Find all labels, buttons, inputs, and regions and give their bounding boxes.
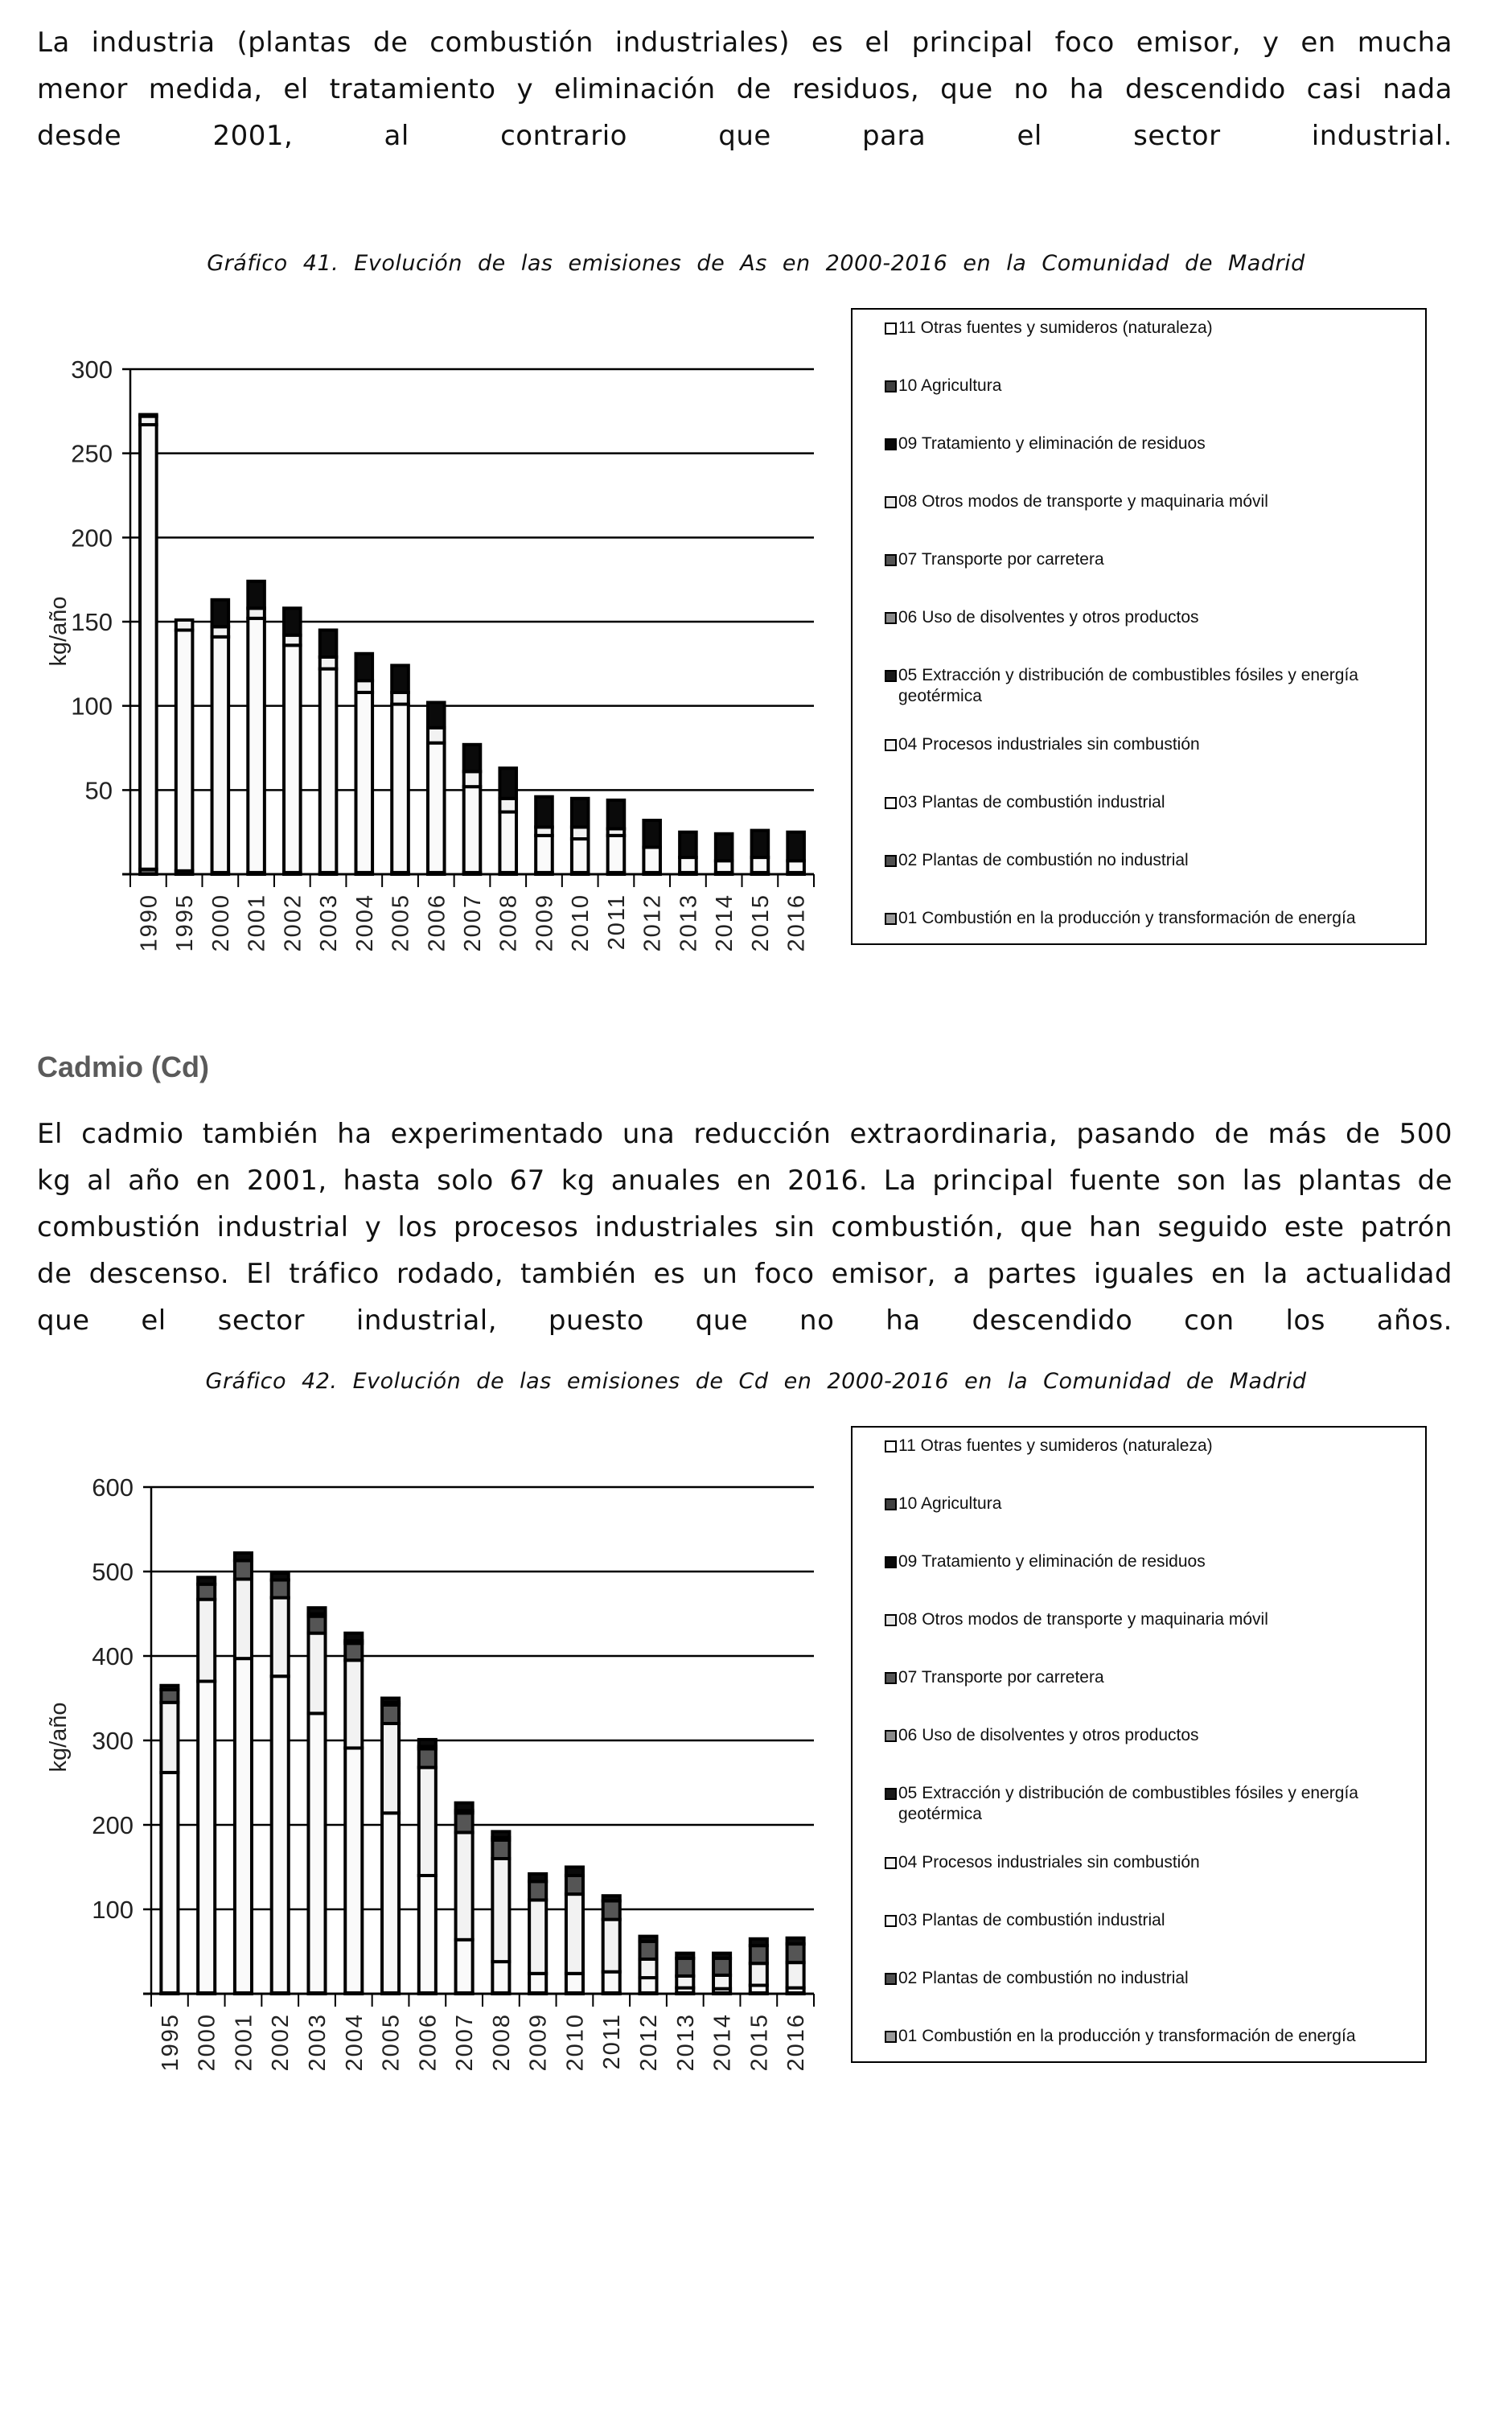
legend-label: 07 Transporte por carretera xyxy=(898,550,1104,569)
x-tick-label: 1990 xyxy=(136,894,162,952)
x-tick-label: 2003 xyxy=(316,894,343,952)
x-tick-label: 2007 xyxy=(460,894,486,952)
x-tick-label: 2012 xyxy=(639,894,666,952)
legend-label: 06 Uso de disolventes y otros productos xyxy=(898,608,1199,627)
x-tick-label: 2016 xyxy=(783,2013,810,2072)
y-tick-label: 300 xyxy=(92,1727,134,1755)
legend-item xyxy=(885,1667,1409,1688)
bar-2015 xyxy=(750,1939,767,1994)
legend-swatch-icon xyxy=(885,1915,897,1927)
legend-swatch-icon xyxy=(885,2031,897,2043)
legend-swatch-icon xyxy=(885,1788,897,1800)
bar-2007 xyxy=(456,1803,473,1994)
bar-2009 xyxy=(529,1874,546,1994)
chart-41-caption: Gráfico 41. Evolución de las emisiones de As en 2000-2016 en la Comunidad de Madrid xyxy=(207,251,1305,276)
y-tick-label: 50 xyxy=(84,776,113,805)
bar-2005 xyxy=(382,1699,399,1995)
legend-item xyxy=(885,1551,1409,1572)
x-tick-label: 2014 xyxy=(709,2013,736,2072)
legend-swatch-icon xyxy=(885,1857,897,1869)
bar-1995 xyxy=(161,1686,178,1994)
legend-item xyxy=(885,2026,1409,2047)
y-tick-label: 600 xyxy=(92,1473,134,1502)
legend-label: 01 Combustión en la producción y transformación de energía xyxy=(898,909,1356,927)
x-tick-label: 2007 xyxy=(452,2013,479,2072)
legend-label: 01 Combustión en la producción y transformación de energía xyxy=(898,2027,1356,2045)
x-tick-label: 2002 xyxy=(280,894,306,952)
bar-2000 xyxy=(198,1577,215,1994)
legend-label: 03 Plantas de combustión industrial xyxy=(898,793,1165,811)
x-tick-label: 2004 xyxy=(351,894,378,952)
legend-label: 10 Agricultura xyxy=(898,1494,1002,1513)
bar-2006 xyxy=(419,1740,436,1994)
legend-item xyxy=(885,1968,1409,1989)
chart-42-caption: Gráfico 42. Evolución de las emisiones de Cd en 2000-2016 en la Comunidad de Madrid xyxy=(205,1369,1307,1394)
bar-2003 xyxy=(308,1608,325,1994)
y-tick-label: 200 xyxy=(92,1811,134,1839)
x-tick-label: 1995 xyxy=(172,894,199,952)
x-tick-label: 2014 xyxy=(712,894,738,952)
bar-2012 xyxy=(639,1937,656,1994)
legend-label: 05 Extracción y distribución de combustibles fósiles y energía geotérmica xyxy=(898,1784,1358,1823)
legend-item xyxy=(885,1783,1409,1825)
legend-item xyxy=(885,1436,1409,1457)
x-tick-label: 1995 xyxy=(157,2013,183,2072)
y-tick-label: 250 xyxy=(71,439,113,468)
legend-label: 08 Otros modos de transporte y maquinaria móvil xyxy=(898,1610,1268,1629)
x-tick-label: 2003 xyxy=(305,2013,331,2072)
legend-item xyxy=(885,1910,1409,1931)
y-axis-label: kg/año xyxy=(46,1702,72,1773)
x-tick-label: 2016 xyxy=(783,894,810,952)
bar-2008 xyxy=(492,1831,509,1994)
legend-label: 08 Otros modos de transporte y maquinaria móvil xyxy=(898,492,1268,511)
legend-label: 11 Otras fuentes y sumideros (naturaleza) xyxy=(898,318,1213,337)
legend-label: 05 Extracción y distribución de combustibles fósiles y energía geotérmica xyxy=(898,666,1358,705)
legend-swatch-icon xyxy=(885,1973,897,1985)
x-tick-label: 2005 xyxy=(388,894,414,952)
legend-swatch-icon xyxy=(885,1498,897,1510)
bar-2014 xyxy=(713,1954,730,1994)
legend-label: 04 Procesos industriales sin combustión xyxy=(898,735,1200,754)
x-tick-label: 2001 xyxy=(244,894,270,952)
legend-label: 02 Plantas de combustión no industrial xyxy=(898,851,1189,869)
chart-42-legend xyxy=(851,1426,1427,2063)
bar-2016 xyxy=(787,1938,804,1994)
y-tick-label: 500 xyxy=(92,1558,134,1586)
legend-item xyxy=(885,1852,1409,1873)
legend-label: 11 Otras fuentes y sumideros (naturaleza) xyxy=(898,1436,1213,1455)
x-tick-label: 2009 xyxy=(525,2013,552,2072)
y-tick-label: 100 xyxy=(71,692,113,721)
x-tick-label: 2011 xyxy=(603,894,630,951)
legend-item xyxy=(885,1609,1409,1630)
legend-swatch-icon xyxy=(885,1614,897,1626)
y-axis-label: kg/año xyxy=(46,596,72,667)
legend-label: 09 Tratamiento y eliminación de residuos xyxy=(898,434,1206,453)
y-tick-label: 300 xyxy=(71,355,113,384)
x-tick-label: 2006 xyxy=(415,2013,442,2072)
x-tick-label: 2012 xyxy=(636,2013,662,2072)
bar-2004 xyxy=(345,1633,362,1994)
bar-2001 xyxy=(235,1553,252,1994)
legend-label: 03 Plantas de combustión industrial xyxy=(898,1911,1165,1929)
section-heading-cadmio: Cadmio (Cd) xyxy=(37,1050,209,1083)
legend-swatch-icon xyxy=(885,1556,897,1568)
x-tick-label: 2000 xyxy=(207,894,234,952)
bar-2013 xyxy=(676,1954,693,1994)
chart-42-plot xyxy=(0,0,853,2107)
legend-label: 09 Tratamiento y eliminación de residuos xyxy=(898,1552,1206,1571)
y-tick-label: 200 xyxy=(71,524,113,553)
legend-label: 10 Agricultura xyxy=(898,376,1002,395)
legend-label: 02 Plantas de combustión no industrial xyxy=(898,1969,1189,1987)
intro-paragraph: La industria (plantas de combustión industriales) es el principal foco emisor, y en mucha menor medida, el tratamiento y eliminación de residuos, que no ha descendido casi nada desde 2001, al contrario que para el sector industrial. xyxy=(37,27,1452,152)
legend-label: 06 Uso de disolventes y otros productos xyxy=(898,1726,1199,1744)
x-tick-label: 2008 xyxy=(495,894,522,952)
legend-label: 07 Transporte por carretera xyxy=(898,1668,1104,1687)
x-tick-label: 2013 xyxy=(676,894,702,952)
legend-label: 04 Procesos industriales sin combustión xyxy=(898,1853,1200,1872)
x-tick-label: 2013 xyxy=(672,2013,699,2072)
legend-swatch-icon xyxy=(885,1730,897,1742)
legend-swatch-icon xyxy=(885,1440,897,1452)
x-tick-label: 2010 xyxy=(562,2013,589,2072)
bar-2011 xyxy=(603,1896,620,1994)
x-tick-label: 2006 xyxy=(424,894,450,952)
bar-2002 xyxy=(272,1573,289,1994)
x-tick-label: 2011 xyxy=(599,2013,626,2070)
x-tick-label: 2002 xyxy=(268,2013,294,2072)
y-tick-label: 100 xyxy=(92,1896,134,1924)
x-tick-label: 2000 xyxy=(194,2013,220,2072)
y-tick-label: 400 xyxy=(92,1642,134,1670)
bar-2010 xyxy=(566,1867,583,1995)
x-tick-label: 2008 xyxy=(488,2013,515,2072)
x-tick-label: 2015 xyxy=(747,894,774,952)
x-tick-label: 2001 xyxy=(231,2013,257,2072)
x-tick-label: 2015 xyxy=(746,2013,773,2072)
x-tick-label: 2004 xyxy=(341,2013,368,2072)
y-tick-label: 150 xyxy=(71,608,113,636)
x-tick-label: 2005 xyxy=(378,2013,405,2072)
x-tick-label: 2009 xyxy=(532,894,558,952)
legend-swatch-icon xyxy=(885,1672,897,1684)
legend-item xyxy=(885,1494,1409,1514)
cadmio-paragraph: El cadmio también ha experimentado una reducción extraordinaria, pasando de más de 500 kg al año en 2001, hasta solo 67 kg anuales en 2016. La principal fuente son las plantas de combustión industrial y los procesos industriales sin combustión, que han seguido este patrón de descenso. El tráfico rodado, también es un foco emisor, a partes iguales en la actualidad que el sector industrial, puesto que no ha descendido con los años. xyxy=(37,1118,1452,1337)
legend-item xyxy=(885,1725,1409,1746)
x-tick-label: 2010 xyxy=(568,894,594,952)
